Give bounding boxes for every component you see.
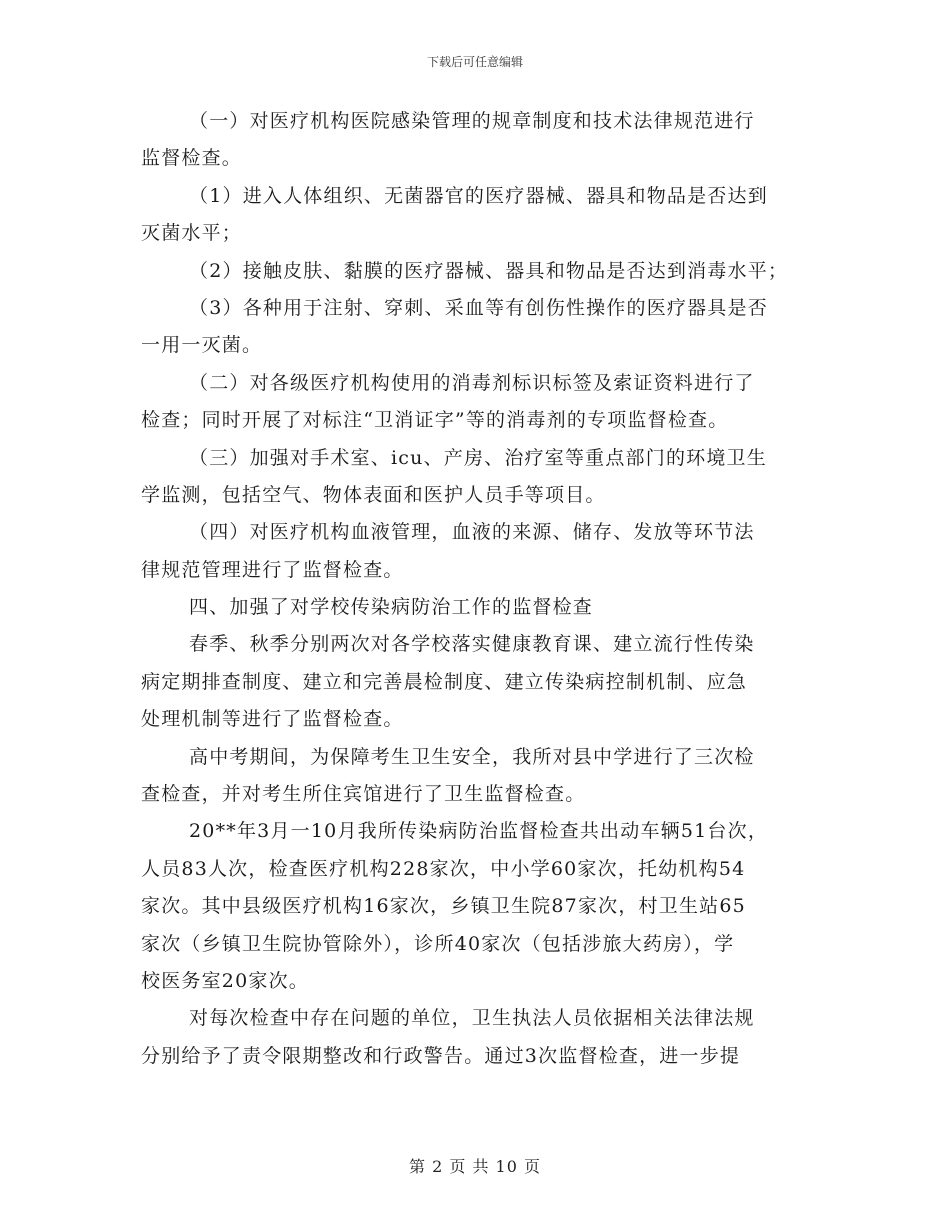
text-line: 人员83人次，检查医疗机构228家次，中小学60家次，托幼机构54: [141, 857, 746, 880]
text-line: 20**年3月一10月我所传染病防治监督检查共出动车辆51台次，: [189, 820, 769, 843]
text-line: 查检查，并对考生所住宾馆进行了卫生监督检查。: [141, 783, 586, 806]
text-line: 灭菌水平；: [141, 222, 243, 245]
text-line: 律规范管理进行了监督检查。: [141, 558, 404, 581]
text-line: 病定期排查制度、建立和完善晨检制度、建立传染病控制机制、应急: [141, 670, 748, 693]
text-line: 监督检查。: [141, 147, 243, 170]
text-line: （1）进入人体组织、无菌器官的医疗器械、器具和物品是否达到: [189, 184, 768, 207]
page-footer: 第 2 页 共 10 页: [409, 1157, 541, 1176]
text-line: 分别给予了责令限期整改和行政警告。通过3次监督检查，进一步提: [141, 1044, 741, 1067]
document-body: [141, 103, 811, 1075]
text-line: 对每次检查中存在问题的单位，卫生执法人员依据相关法律法规: [189, 1007, 755, 1030]
text-line: （三）加强对手术室、icu、产房、治疗室等重点部门的环境卫生: [189, 446, 767, 469]
text-line: （3）各种用于注射、穿刺、采血等有创伤性操作的医疗器具是否: [189, 296, 768, 319]
section-heading: 四、加强了对学校传染病防治工作的监督检查: [189, 596, 594, 619]
text-line: 校医务室20家次。: [141, 969, 309, 992]
text-line: 家次（乡镇卫生院协管除外），诊所40家次（包括涉旅大药房），学: [141, 932, 735, 955]
text-line: 处理机制等进行了监督检查。: [141, 708, 404, 731]
text-line: 高中考期间，为保障考生卫生安全，我所对县中学进行了三次检: [189, 745, 755, 768]
text-line: 一用一灭菌。: [141, 334, 263, 357]
text-line: （2）接触皮肤、黏膜的医疗器械、器具和物品是否达到消毒水平；: [189, 259, 789, 282]
text-line: 家次。其中县级医疗机构16家次，乡镇卫生院87家次，村卫生站65: [141, 895, 746, 918]
text-line: （二）对各级医疗机构使用的消毒剂标识标签及索证资料进行了: [189, 371, 755, 394]
text-line: 春季、秋季分别两次对各学校落实健康教育课、建立流行性传染: [189, 633, 755, 656]
page-header: 下载后可任意编辑: [426, 55, 523, 69]
text-line: （一）对医疗机构医院感染管理的规章制度和技术法律规范进行: [189, 110, 755, 132]
text-line: （四）对医疗机构血液管理，血液的来源、储存、发放等环节法: [189, 521, 755, 544]
text-line: 学监测，包括空气、物体表面和医护人员手等项目。: [141, 483, 606, 506]
text-line: 检查；同时开展了对标注“卫消证字”等的消毒剂的专项监督检查。: [141, 409, 729, 432]
